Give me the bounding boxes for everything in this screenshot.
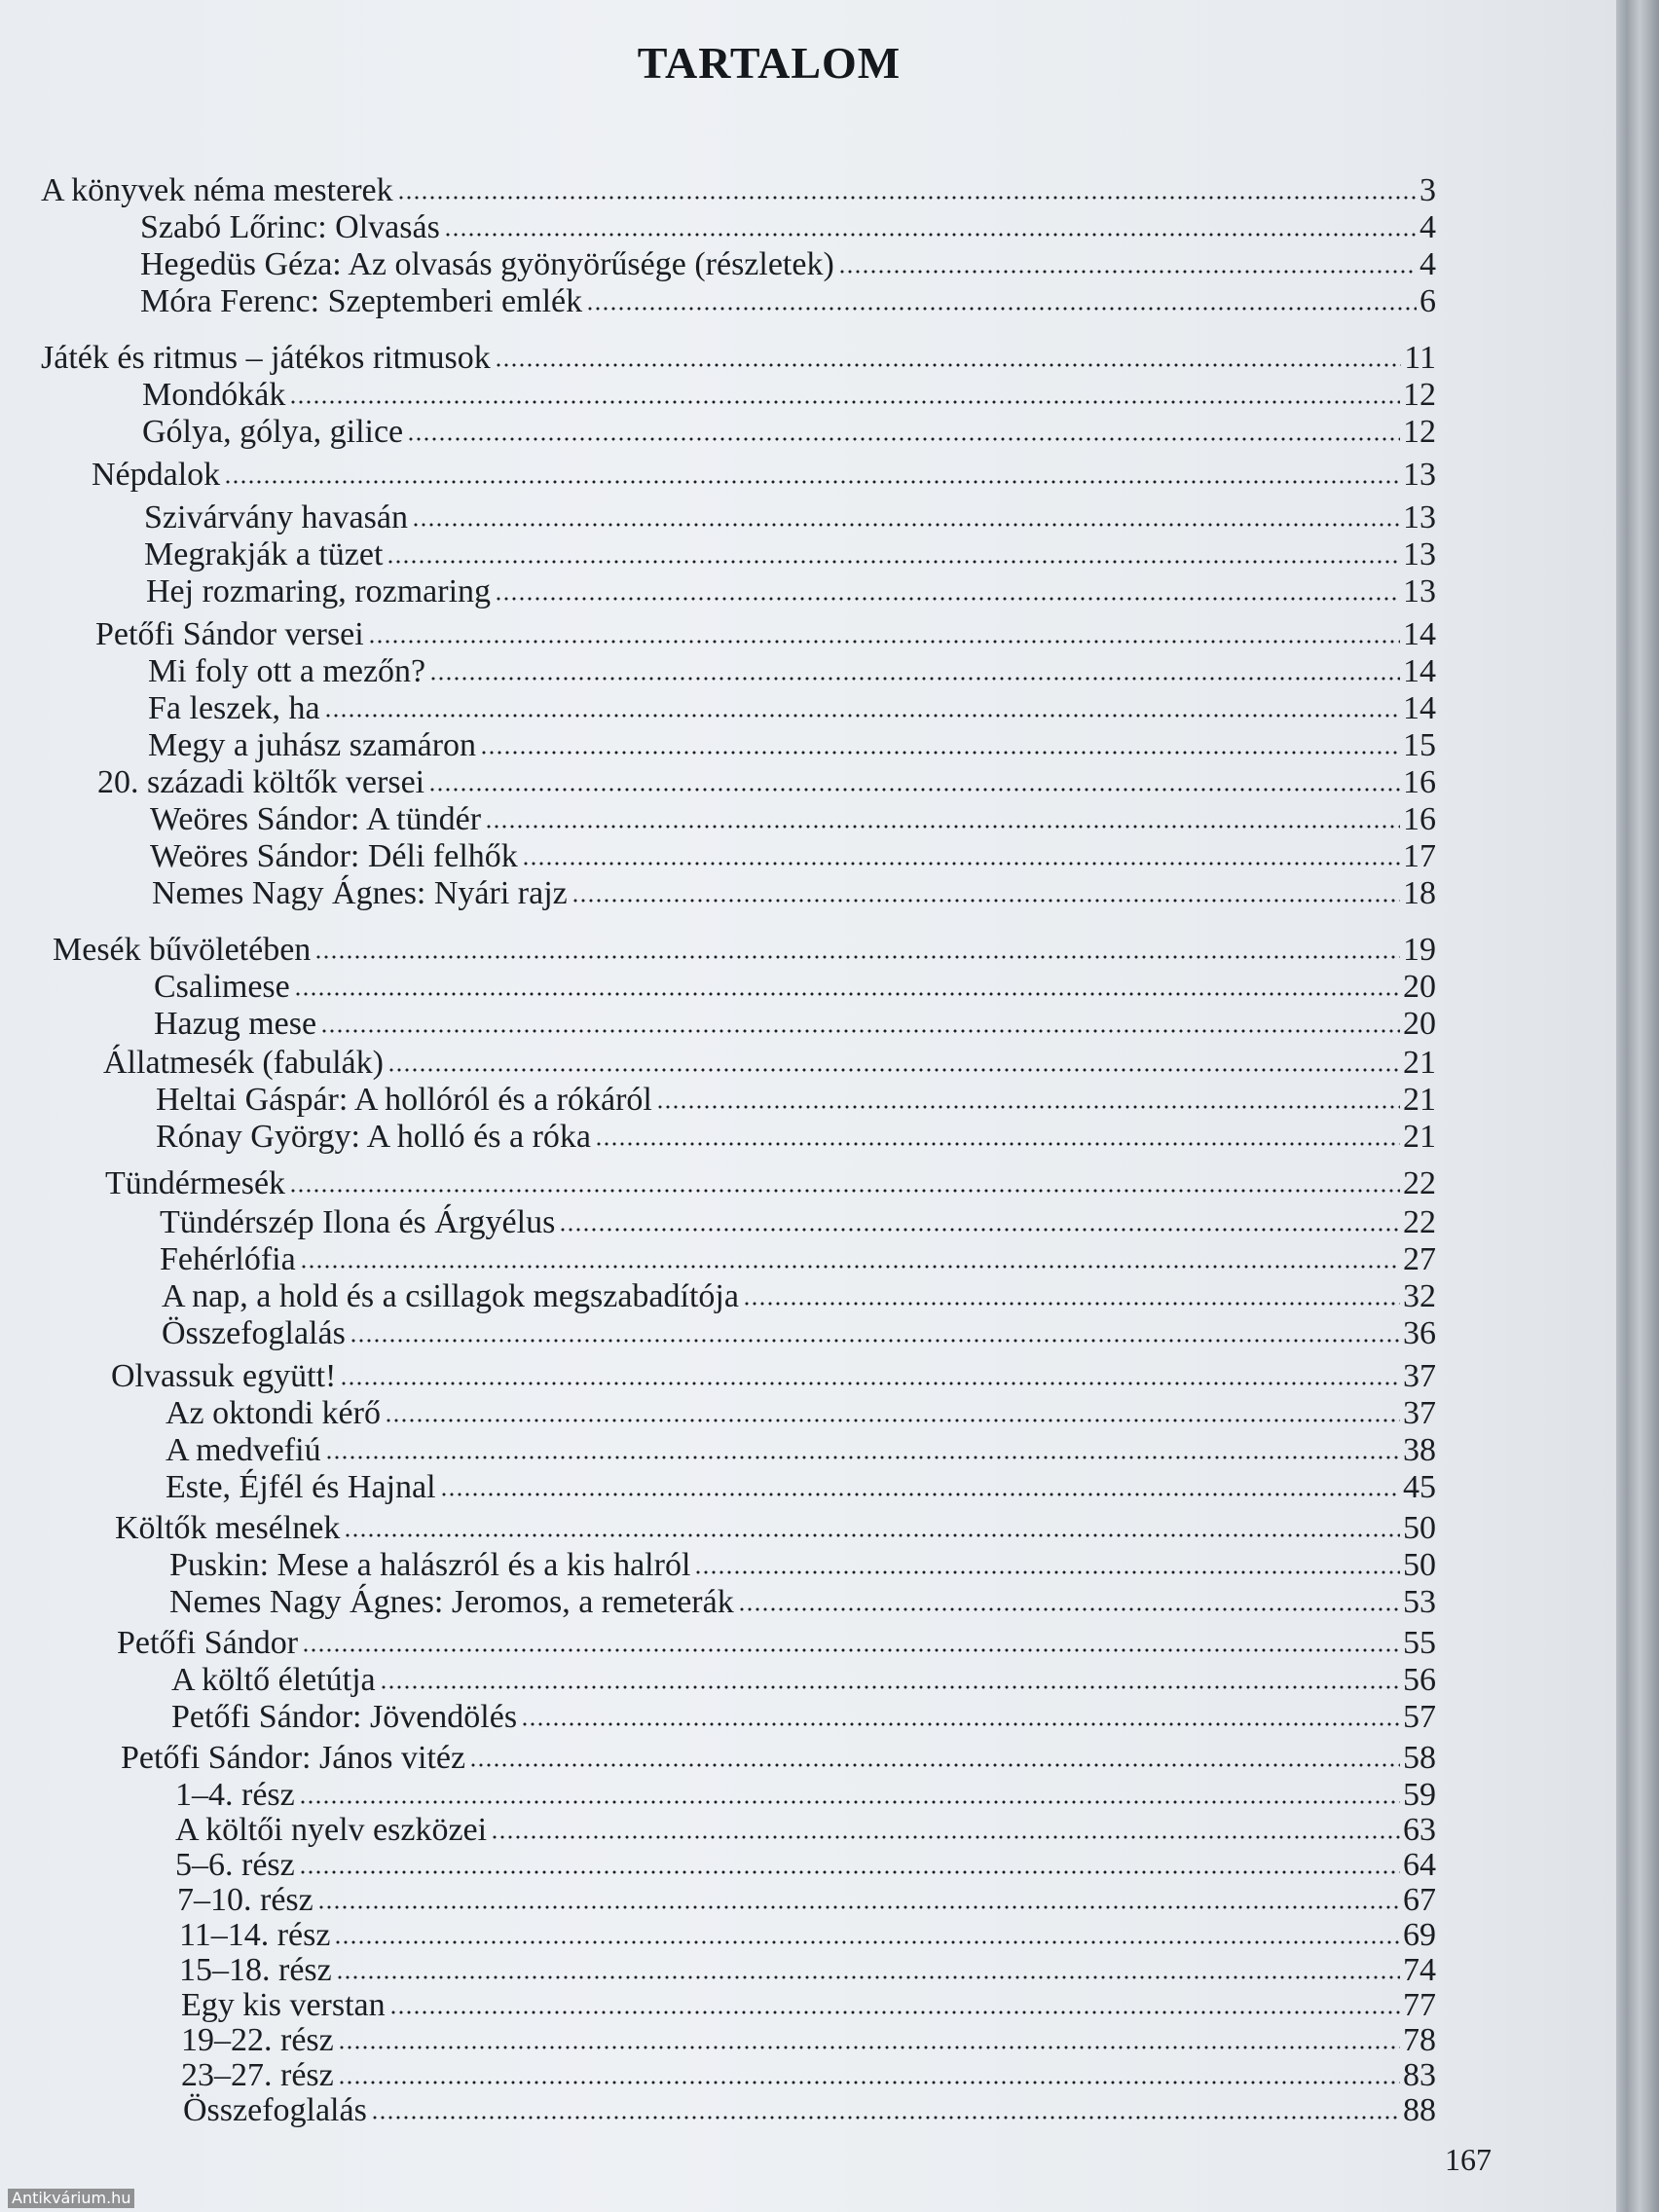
toc-entry-title: A költő életútja bbox=[171, 1662, 376, 1698]
toc-entry-page: 13 bbox=[1403, 457, 1436, 493]
toc-entry bbox=[148, 652, 1436, 691]
dot-leader bbox=[571, 897, 1400, 904]
toc-entry bbox=[179, 1916, 1436, 1955]
dot-leader bbox=[224, 478, 1400, 486]
dot-leader bbox=[429, 675, 1400, 682]
toc-entry-title: Petőfi Sándor: Jövendölés bbox=[171, 1699, 518, 1735]
toc-entry bbox=[105, 1164, 1436, 1203]
toc-entry-page: 78 bbox=[1403, 2022, 1436, 2058]
dot-leader bbox=[300, 1263, 1400, 1271]
dot-leader bbox=[738, 1605, 1400, 1613]
toc-entry-title: 7–10. rész bbox=[177, 1882, 313, 1918]
toc-entry-title: Gólya, gólya, gilice bbox=[142, 414, 404, 450]
toc-entry bbox=[171, 1661, 1436, 1700]
dot-leader bbox=[320, 1027, 1400, 1035]
toc-entry-title: A nap, a hold és a csillagok megszabadítója bbox=[162, 1278, 739, 1314]
dot-leader bbox=[694, 1568, 1400, 1576]
dot-leader bbox=[389, 2009, 1400, 2016]
toc-entry-page: 74 bbox=[1403, 1952, 1436, 1988]
dot-leader bbox=[586, 305, 1417, 313]
toc-entry-title: Petőfi Sándor bbox=[117, 1625, 299, 1661]
toc-entry-page: 53 bbox=[1403, 1584, 1436, 1620]
toc-entry-title: Petőfi Sándor: János vitéz bbox=[121, 1740, 466, 1776]
toc-entry bbox=[41, 171, 1436, 210]
toc-entry-page: 37 bbox=[1403, 1395, 1436, 1431]
toc-entry-title: Rónay György: A holló és a róka bbox=[156, 1119, 591, 1155]
toc-entry bbox=[142, 376, 1436, 415]
toc-entry-title: Hegedüs Géza: Az olvasás gyönyörűsége (részletek) bbox=[140, 246, 834, 282]
toc-entry bbox=[111, 1357, 1436, 1396]
toc-entry bbox=[140, 245, 1436, 284]
toc-entry bbox=[175, 1846, 1436, 1885]
toc-entry bbox=[177, 1881, 1436, 1920]
dot-leader bbox=[495, 361, 1401, 369]
dot-leader bbox=[491, 1833, 1400, 1841]
toc-entry-title: Fa leszek, ha bbox=[148, 690, 320, 726]
toc-entry bbox=[166, 1394, 1436, 1433]
toc-entry bbox=[181, 2021, 1436, 2060]
toc-entry-page: 57 bbox=[1403, 1699, 1436, 1735]
toc-entry bbox=[169, 1546, 1436, 1585]
toc-entry-page: 77 bbox=[1403, 1987, 1436, 2023]
toc-entry-page: 63 bbox=[1403, 1812, 1436, 1848]
toc-entry-page: 16 bbox=[1403, 764, 1436, 800]
toc-entry bbox=[92, 456, 1436, 495]
toc-entry-title: Megrakják a tüzet bbox=[144, 536, 384, 572]
toc-entry bbox=[154, 968, 1436, 1007]
toc-entry-page: 12 bbox=[1403, 414, 1436, 450]
dot-leader bbox=[440, 1491, 1400, 1498]
dot-leader bbox=[317, 1903, 1400, 1911]
toc-entry bbox=[117, 1624, 1436, 1663]
toc-entry bbox=[146, 572, 1436, 611]
toc-entry-page: 36 bbox=[1403, 1315, 1436, 1351]
dot-leader bbox=[338, 2079, 1400, 2086]
dot-leader bbox=[302, 1646, 1400, 1654]
toc-entry-title: 23–27. rész bbox=[181, 2057, 334, 2093]
toc-entry-title: Egy kis verstan bbox=[181, 1987, 386, 2023]
toc-entry bbox=[115, 1509, 1436, 1548]
toc-entry-page: 14 bbox=[1403, 616, 1436, 652]
toc-entry bbox=[156, 1081, 1436, 1120]
toc-entry-page: 12 bbox=[1403, 377, 1436, 413]
toc-entry-page: 13 bbox=[1403, 573, 1436, 609]
toc-entry-title: Tündérszép Ilona és Árgyélus bbox=[160, 1204, 556, 1240]
toc-entry bbox=[175, 1811, 1436, 1850]
dot-leader bbox=[336, 1973, 1400, 1981]
book-page-edge bbox=[1616, 0, 1659, 2212]
toc-entry-page: 32 bbox=[1403, 1278, 1436, 1314]
toc-entry-page: 21 bbox=[1403, 1119, 1436, 1155]
toc-entry-title: Olvassuk együtt! bbox=[111, 1358, 337, 1394]
dot-leader bbox=[485, 823, 1400, 830]
toc-entry-title: Mi foly ott a mezőn? bbox=[148, 653, 426, 689]
toc-entry-title: Állatmesék (fabulák) bbox=[103, 1045, 384, 1081]
dot-leader bbox=[469, 1761, 1400, 1769]
toc-entry bbox=[169, 1583, 1436, 1622]
toc-entry-page: 22 bbox=[1403, 1165, 1436, 1201]
toc-entry bbox=[41, 339, 1436, 378]
toc-entry-title: Móra Ferenc: Szeptemberi emlék bbox=[140, 283, 583, 319]
dot-leader bbox=[368, 638, 1400, 645]
toc-entry bbox=[150, 837, 1436, 876]
toc-entry-title: 5–6. rész bbox=[175, 1847, 295, 1883]
toc-entry bbox=[152, 874, 1436, 913]
toc-entry-title: Tündérmesék bbox=[105, 1165, 286, 1201]
toc-entry-title: A költői nyelv eszközei bbox=[175, 1812, 488, 1848]
toc-entry-page: 69 bbox=[1403, 1917, 1436, 1953]
toc-entry-title: Este, Éjfél és Hajnal bbox=[166, 1469, 436, 1505]
toc-entry-title: 11–14. rész bbox=[179, 1917, 331, 1953]
dot-leader bbox=[385, 1417, 1400, 1424]
dot-leader bbox=[412, 521, 1400, 529]
toc-entry-page: 45 bbox=[1403, 1469, 1436, 1505]
dot-leader bbox=[444, 231, 1417, 239]
toc-entry-title: Mesék bűvöletében bbox=[53, 932, 312, 968]
dot-leader bbox=[428, 786, 1400, 793]
toc-entry-page: 56 bbox=[1403, 1662, 1436, 1698]
toc-entry-title: A medvefiú bbox=[166, 1432, 321, 1468]
toc-entry-title: 1–4. rész bbox=[175, 1777, 295, 1813]
toc-entry-page: 22 bbox=[1403, 1204, 1436, 1240]
dot-leader bbox=[350, 1337, 1400, 1345]
dot-leader bbox=[495, 595, 1400, 603]
toc-entry bbox=[181, 2056, 1436, 2095]
toc-entry-title: 19–22. rész bbox=[181, 2022, 334, 2058]
dot-leader bbox=[397, 194, 1417, 202]
toc-entry-title: Mondókák bbox=[142, 377, 286, 413]
dot-leader bbox=[521, 1720, 1400, 1728]
dot-leader bbox=[289, 1187, 1400, 1195]
toc-entry bbox=[144, 535, 1436, 574]
toc-entry-title: Szabó Lőrinc: Olvasás bbox=[140, 209, 440, 245]
toc-entry bbox=[181, 1986, 1436, 2025]
toc-entry-title: Heltai Gáspár: A hollóról és a rókáról bbox=[156, 1082, 652, 1118]
dot-leader bbox=[314, 953, 1400, 961]
dot-leader bbox=[299, 1868, 1400, 1876]
toc-entry-title: 15–18. rész bbox=[179, 1952, 332, 1988]
toc-entry bbox=[140, 208, 1436, 247]
toc-entry bbox=[150, 800, 1436, 839]
toc-entry-page: 20 bbox=[1403, 1006, 1436, 1042]
toc-entry bbox=[53, 931, 1436, 970]
dot-leader bbox=[299, 1798, 1400, 1806]
toc-entry-title: Népdalok bbox=[92, 457, 221, 493]
toc-entry-page: 21 bbox=[1403, 1082, 1436, 1118]
toc-entry-title: Szivárvány havasán bbox=[144, 499, 408, 535]
toc-entry-title: Hej rozmaring, rozmaring bbox=[146, 573, 492, 609]
toc-entry-page: 4 bbox=[1419, 209, 1436, 245]
dot-leader bbox=[522, 860, 1400, 867]
toc-entry-title: Az oktondi kérő bbox=[166, 1395, 381, 1431]
toc-entry-page: 55 bbox=[1403, 1625, 1436, 1661]
toc-entry-page: 37 bbox=[1403, 1358, 1436, 1394]
dot-leader bbox=[324, 712, 1400, 719]
toc-entry-page: 16 bbox=[1403, 801, 1436, 837]
dot-leader bbox=[387, 558, 1400, 566]
toc-entry bbox=[162, 1314, 1436, 1353]
toc-entry-page: 6 bbox=[1419, 283, 1436, 319]
toc-entry-title: Puskin: Mese a halászról és a kis halról bbox=[169, 1547, 691, 1583]
toc-entry-page: 15 bbox=[1403, 727, 1436, 763]
toc-entry bbox=[171, 1698, 1436, 1737]
toc-entry-title: Petőfi Sándor versei bbox=[95, 616, 364, 652]
toc-entry-page: 13 bbox=[1403, 499, 1436, 535]
dot-leader bbox=[387, 1066, 1400, 1074]
toc-entry-title: Összefoglalás bbox=[162, 1315, 346, 1351]
toc-entry-title: 20. századi költők versei bbox=[97, 764, 425, 800]
dot-leader bbox=[289, 398, 1400, 406]
toc-entry bbox=[154, 1005, 1436, 1044]
toc-entry-page: 67 bbox=[1403, 1882, 1436, 1918]
toc-entry-page: 17 bbox=[1403, 838, 1436, 874]
toc-entry-page: 58 bbox=[1403, 1740, 1436, 1776]
toc-entry bbox=[162, 1277, 1436, 1316]
toc-entry bbox=[142, 413, 1436, 452]
watermark: Antikvárium.hu bbox=[8, 2189, 134, 2208]
toc-entry-page: 4 bbox=[1419, 246, 1436, 282]
toc-entry-page: 27 bbox=[1403, 1241, 1436, 1277]
toc-entry bbox=[166, 1431, 1436, 1470]
dot-leader bbox=[380, 1683, 1400, 1691]
toc-entry-page: 20 bbox=[1403, 969, 1436, 1005]
toc-entry-title: Hazug mese bbox=[154, 1006, 317, 1042]
toc-entry-title: Fehérlófia bbox=[160, 1241, 296, 1277]
toc-entry-title: Weöres Sándor: Déli felhők bbox=[150, 838, 518, 874]
toc-entry-title: Nemes Nagy Ágnes: Nyári rajz bbox=[152, 875, 568, 911]
page-number: 167 bbox=[1445, 2142, 1492, 2177]
toc-entry-page: 50 bbox=[1403, 1547, 1436, 1583]
toc-entry-page: 14 bbox=[1403, 653, 1436, 689]
toc-entry bbox=[144, 498, 1436, 537]
toc-entry-title: Összefoglalás bbox=[183, 2092, 367, 2128]
toc-entry bbox=[121, 1739, 1436, 1778]
page-title: TARTALOM bbox=[637, 38, 902, 88]
toc-entry bbox=[95, 615, 1436, 654]
toc-entry bbox=[140, 282, 1436, 321]
toc-entry-title: Weöres Sándor: A tündér bbox=[150, 801, 482, 837]
toc-entry-page: 64 bbox=[1403, 1847, 1436, 1883]
toc-entry bbox=[156, 1118, 1436, 1157]
toc-entry-page: 18 bbox=[1403, 875, 1436, 911]
dot-leader bbox=[559, 1226, 1400, 1234]
toc-entry bbox=[183, 2091, 1436, 2130]
toc-entry bbox=[175, 1776, 1436, 1815]
dot-leader bbox=[480, 749, 1400, 756]
toc-entry-title: A könyvek néma mesterek bbox=[41, 172, 393, 208]
toc-entry bbox=[160, 1240, 1436, 1279]
dot-leader bbox=[595, 1140, 1400, 1148]
toc-entry bbox=[97, 763, 1436, 802]
dot-leader bbox=[838, 268, 1417, 276]
toc-entry-page: 14 bbox=[1403, 690, 1436, 726]
toc-entry-page: 11 bbox=[1404, 340, 1436, 376]
dot-leader bbox=[371, 2114, 1400, 2121]
toc-entry-title: Költők mesélnek bbox=[115, 1510, 341, 1546]
toc-entry-page: 83 bbox=[1403, 2057, 1436, 2093]
toc-entry-page: 59 bbox=[1403, 1777, 1436, 1813]
toc-entry bbox=[148, 726, 1436, 765]
dot-leader bbox=[338, 2044, 1400, 2051]
toc-entry bbox=[103, 1044, 1436, 1083]
dot-leader bbox=[325, 1454, 1400, 1461]
toc-entry bbox=[166, 1468, 1436, 1507]
dot-leader bbox=[344, 1531, 1400, 1539]
toc-entry-page: 3 bbox=[1419, 172, 1436, 208]
dot-leader bbox=[656, 1103, 1400, 1111]
dot-leader bbox=[407, 435, 1400, 443]
dot-leader bbox=[294, 990, 1400, 998]
toc-entry-page: 13 bbox=[1403, 536, 1436, 572]
dot-leader bbox=[743, 1300, 1400, 1308]
dot-leader bbox=[340, 1380, 1400, 1387]
toc-entry-title: Játék és ritmus – játékos ritmusok bbox=[41, 340, 491, 376]
toc-entry-title: Nemes Nagy Ágnes: Jeromos, a remeterák bbox=[169, 1584, 734, 1620]
toc-entry-page: 38 bbox=[1403, 1432, 1436, 1468]
toc-entry-page: 88 bbox=[1403, 2092, 1436, 2128]
toc-entry-title: Megy a juhász szamáron bbox=[148, 727, 477, 763]
toc-entry bbox=[160, 1203, 1436, 1242]
dot-leader bbox=[334, 1938, 1400, 1946]
toc-entry-page: 19 bbox=[1403, 932, 1436, 968]
toc-entry bbox=[148, 689, 1436, 728]
toc-entry-page: 21 bbox=[1403, 1045, 1436, 1081]
toc-entry bbox=[179, 1951, 1436, 1990]
toc-entry-title: Csalimese bbox=[154, 969, 290, 1005]
toc-entry-page: 50 bbox=[1403, 1510, 1436, 1546]
